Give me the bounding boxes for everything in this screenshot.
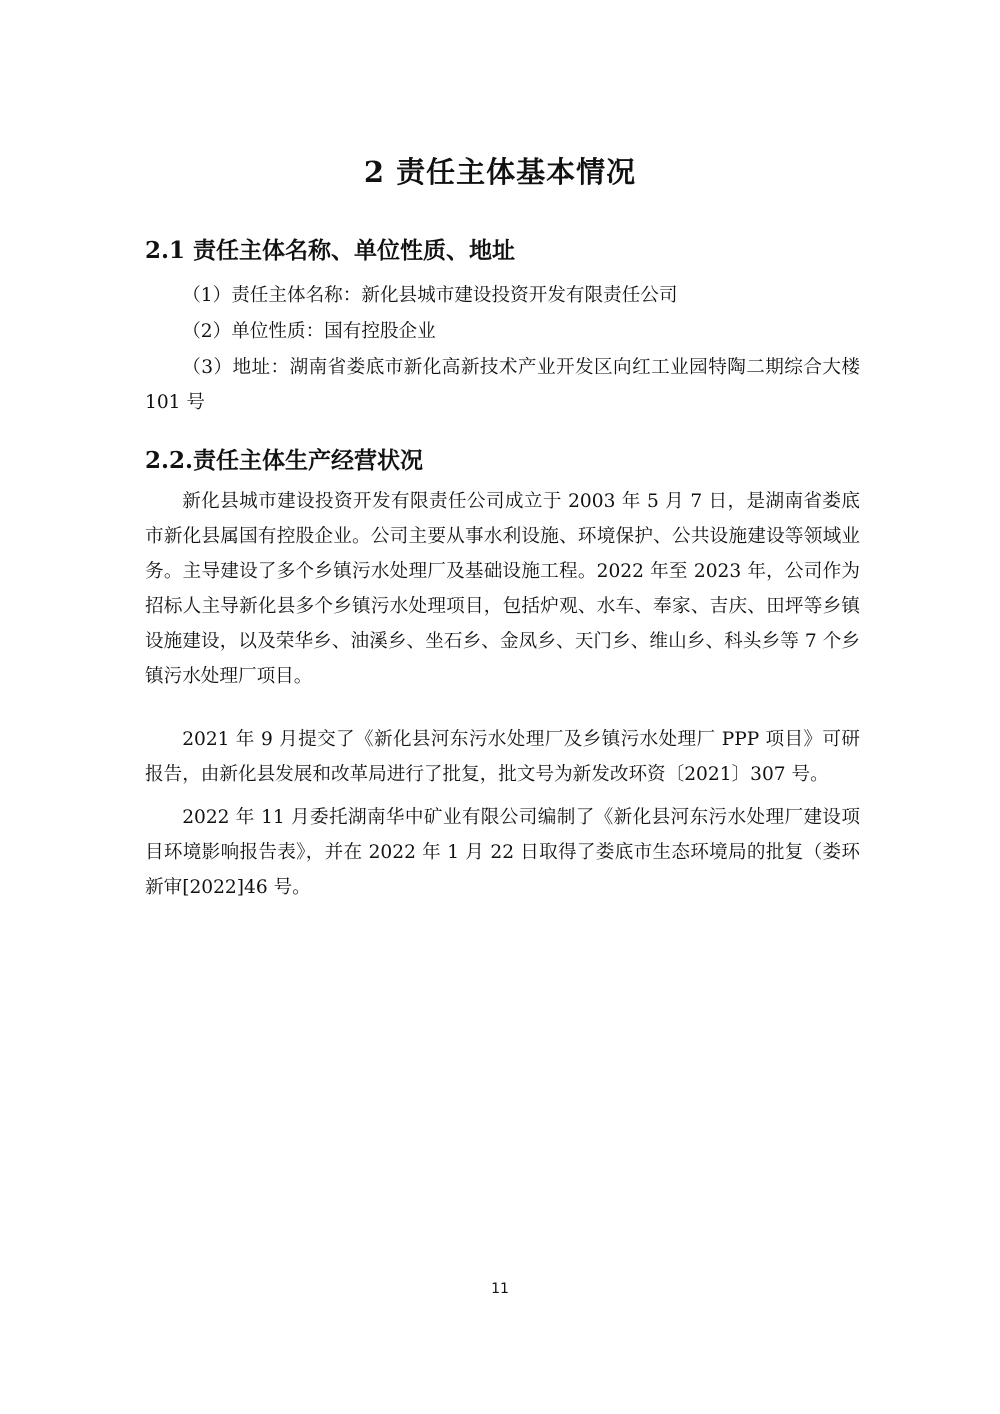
paragraph-company-overview: 新化县城市建设投资开发有限责任公司成立于 2003 年 5 月 7 日，是湖南省娄底市新化县属国有控股企业。公司主要从事水利设施、环境保护、公共设施建设等领域业务。主导建设了多个乡镇污水处理厂及基础设施工程。2022 年至 2023 年，公司作为招标人主导新化县多个乡镇污水处理项目，包括炉观、水车、奉家、吉庆、田坪等乡镇设施建设，以及荣华乡、油溪乡、坐石乡、金凤乡、天门乡、维山乡、科头乡等 7 个乡镇污水处理厂项目。: [145, 491, 860, 687]
list-item-unit-nature: （2）单位性质：国有控股企业: [182, 321, 436, 342]
paragraph-environmental-assessment: 2022 年 11 月委托湖南华中矿业有限公司编制了《新化县河东污水处理厂建设项目环境影响报告表》，并在 2022 年 1 月 22 日取得了娄底市生态环境局的批复（娄环新审[2022]46 号。: [145, 807, 860, 898]
list-item-subject-name: （1）责任主体名称：新化县城市建设投资开发有限责任公司: [182, 285, 678, 306]
chapter-title: 2 责任主体基本情况: [363, 155, 637, 189]
page-number: 11: [491, 1281, 509, 1297]
list-item-address: （3）地址：湖南省娄底市新化高新技术产业开发区向红工业园特陶二期综合大楼 101 号: [145, 357, 860, 413]
paragraph-feasibility-report: 2021 年 9 月提交了《新化县河东污水处理厂及乡镇污水处理厂 PPP 项目》可研报告，由新化县发展和改革局进行了批复，批文号为新发改环资〔2021〕307 号。: [145, 729, 860, 785]
section-title-2-1: 2.1 责任主体名称、单位性质、地址: [145, 237, 516, 264]
section-title-2-2: 2.2.责任主体生产经营状况: [145, 447, 424, 474]
